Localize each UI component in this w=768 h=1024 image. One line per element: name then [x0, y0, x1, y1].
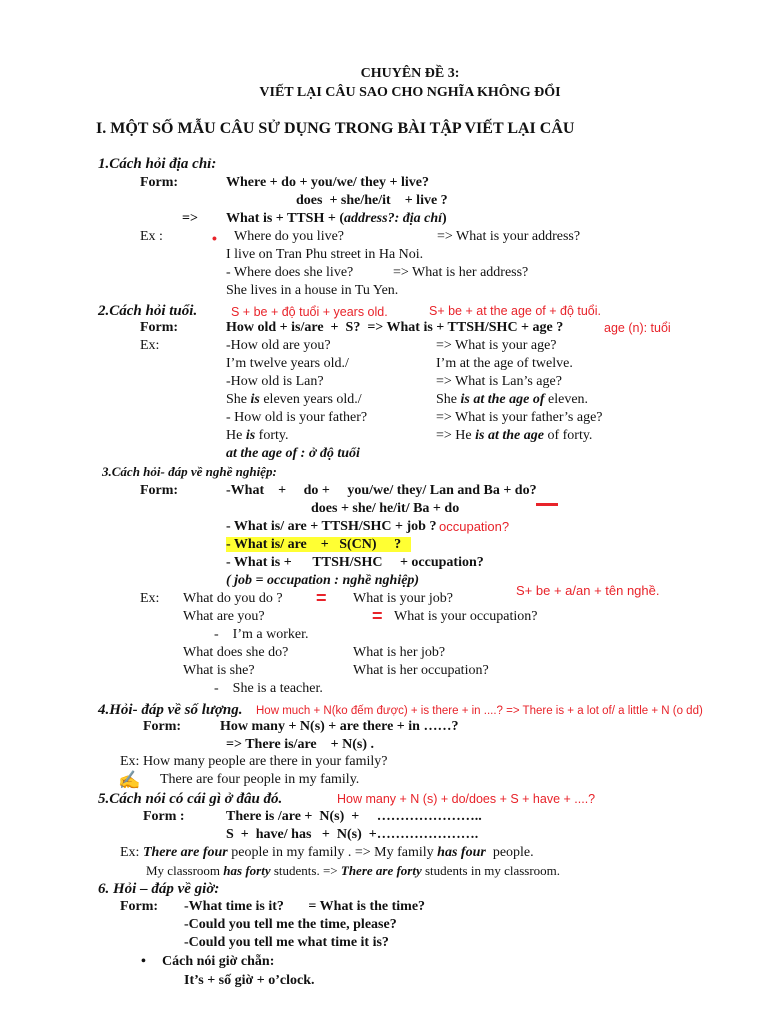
- s5-title: 5.Cách nói có cái gì ở đâu đó.: [98, 791, 283, 807]
- s2-row4-right: [436, 391, 588, 409]
- s3-f6: ( job = occupation : nghề nghiệp): [226, 573, 420, 588]
- t: She: [436, 392, 461, 407]
- t: forty.: [255, 428, 289, 443]
- s1-form-label: Form:: [140, 175, 179, 190]
- title-line-2: VIẾT LẠI CÂU SAO CHO NGHĨA KHÔNG ĐỔI: [259, 85, 561, 100]
- t: has four: [437, 845, 486, 860]
- s1-form3-a: What is + TTSH + (: [226, 211, 345, 226]
- s6-f1: -What time is it? = What is the time?: [184, 899, 426, 914]
- s4-ex2: There are four people in my family.: [160, 772, 360, 787]
- t: has forty: [223, 863, 271, 878]
- s2-row1-left: -How old are you?: [226, 338, 331, 353]
- s3-f2: does + she/ he/it/ Ba + do: [311, 501, 460, 516]
- s3-f4: [226, 536, 411, 554]
- s4-f2: => There is/are + N(s) .: [226, 737, 374, 752]
- t: She: [226, 392, 251, 407]
- t: students. =>: [270, 863, 341, 878]
- s1-ex-label: Ex :: [140, 229, 163, 244]
- s2-row1-right: => What is your age?: [436, 338, 557, 353]
- s3-ex-label: Ex:: [140, 591, 160, 606]
- t: people.: [485, 845, 534, 860]
- s1-arrow: =>: [182, 211, 198, 226]
- s1-form3: [226, 210, 447, 228]
- s3-f3: - What is/ are + TTSH/SHC + job ?: [226, 519, 437, 534]
- section-heading: I. MỘT SỐ MẪU CÂU SỬ DỤNG TRONG BÀI TẬP VIẾT LẠI CÂU: [96, 120, 575, 137]
- t: is: [245, 428, 256, 443]
- s5-form-label: Form :: [143, 809, 185, 824]
- s6-title: 6. Hỏi – đáp về giờ:: [98, 881, 220, 897]
- s1-ex3-answer: => What is her address?: [393, 265, 529, 280]
- s3-e2-right: What is your occupation?: [394, 609, 538, 624]
- s1-ex3: - Where does she live?: [226, 265, 354, 280]
- s4-note: How much + N(ko đếm được) + is there + in ....? => There is + a lot of/ a little + N (o dd): [256, 705, 703, 717]
- s3-form-label: Form:: [140, 483, 179, 498]
- s1-form3-b: address?: địa chỉ: [344, 211, 443, 226]
- t: people in my family . => My family: [227, 845, 438, 860]
- t: There are forty: [340, 863, 422, 878]
- s2-note-1: S + be + độ tuổi + years old.: [231, 305, 388, 319]
- s3-e4-right: What is her job?: [353, 645, 446, 660]
- s3-note: S+ be + a/an + tên nghề.: [516, 583, 660, 598]
- s1-ex1-answer: => What is your address?: [437, 229, 581, 244]
- s2-note-2: S+ be + at the age of + độ tuổi.: [429, 304, 602, 318]
- t: of forty.: [543, 428, 593, 443]
- t: eleven.: [544, 392, 589, 407]
- s2-row5-left: - How old is your father?: [226, 410, 368, 425]
- s6-f3: -Could you tell me what time it is?: [184, 935, 389, 950]
- s1-ex4: She lives in a house in Tu Yen.: [226, 283, 399, 298]
- s2-row3-left: -How old is Lan?: [226, 374, 324, 389]
- t: is at the age: [475, 428, 544, 443]
- s3-e3: - I’m a worker.: [214, 627, 309, 642]
- t: He: [226, 428, 246, 443]
- s3-f3-note: occupation?: [439, 519, 510, 534]
- s1-title: 1.Cách hỏi địa chỉ:: [98, 156, 217, 172]
- t: is: [250, 392, 260, 407]
- red-equals-mark: =: [316, 588, 327, 608]
- title-line-1: CHUYÊN ĐỀ 3:: [360, 66, 460, 81]
- s2-row3-right: => What is Lan’s age?: [436, 374, 562, 389]
- t: Ex:: [120, 845, 143, 860]
- s1-ex1: Where do you live?: [234, 229, 345, 244]
- s3-e5-left: What is she?: [183, 663, 255, 678]
- t: => He: [436, 428, 476, 443]
- t: There are four: [142, 845, 228, 860]
- s3-e1-right: What is your job?: [353, 591, 453, 606]
- highlighted-text: - What is/ are + S(CN) ?: [226, 537, 411, 552]
- s2-row2-left: I’m twelve years old./: [226, 356, 349, 371]
- s4-form-label: Form:: [143, 719, 182, 734]
- s3-e4-left: What does she do?: [183, 645, 289, 660]
- s1-form1: Where + do + you/we/ they + live?: [226, 175, 429, 190]
- s2-row4-left: [226, 391, 362, 409]
- red-underline: [536, 503, 558, 506]
- bullet-icon: •: [141, 954, 146, 969]
- t: My classroom: [146, 863, 224, 878]
- s2-row2-right: I’m at the age of twelve.: [436, 356, 573, 371]
- s2-row6-left: [226, 427, 288, 445]
- s2-row5-right: => What is your father’s age?: [436, 410, 603, 425]
- s3-title: 3.Cách hỏi- đáp về nghề nghiệp:: [102, 464, 277, 479]
- s3-f1: -What + do + you/we/ they/ Lan and Ba + do?: [226, 483, 537, 498]
- s6-f4: It’s + số giờ + o’clock.: [184, 973, 315, 988]
- s1-form2: does + she/he/it + live ?: [296, 193, 448, 208]
- s3-e5-right: What is her occupation?: [353, 663, 489, 678]
- s4-f1: How many + N(s) + are there + in ……?: [220, 719, 459, 734]
- s4-title: 4.Hỏi- đáp về số lượng.: [98, 702, 243, 718]
- writing-hand-icon: ✍: [118, 770, 141, 790]
- s6-f2: -Could you tell me the time, please?: [184, 917, 397, 932]
- s4-ex1: Ex: How many people are there in your family?: [120, 754, 388, 769]
- s2-definition: at the age of : ở độ tuổi: [226, 446, 360, 461]
- s2-form-label: Form:: [140, 320, 179, 335]
- s6-form-label: Form:: [120, 899, 159, 914]
- red-dot-mark: •: [212, 230, 217, 246]
- s3-f5: - What is + TTSH/SHC + occupation?: [226, 555, 484, 570]
- red-equals-mark: =: [372, 606, 383, 626]
- s2-title: 2.Cách hỏi tuổi.: [98, 303, 198, 319]
- s5-f1: There is /are + N(s) + …………………..: [226, 809, 482, 824]
- s2-row6-right: [436, 427, 592, 445]
- s5-ex1: [120, 844, 534, 862]
- t: is at the age of: [460, 392, 545, 407]
- s5-note: How many + N (s) + do/does + S + have + ....?: [337, 792, 596, 806]
- t: eleven years old./: [259, 392, 362, 407]
- s1-form3-c: ): [442, 211, 447, 226]
- s2-note-3: age (n): tuổi: [604, 321, 671, 335]
- s6-bullet: Cách nói giờ chẵn:: [162, 954, 275, 969]
- s3-e2-left: What are you?: [183, 609, 265, 624]
- s2-ex-label: Ex:: [140, 338, 160, 353]
- s3-e6: - She is a teacher.: [214, 681, 323, 696]
- s3-e1-left: What do you do ?: [183, 591, 283, 606]
- t: students in my classroom.: [421, 863, 561, 878]
- s1-ex2: I live on Tran Phu street in Ha Noi.: [226, 247, 424, 262]
- s2-form: How old + is/are + S? => What is + TTSH/SHC + age ?: [226, 320, 564, 335]
- s5-ex2: [146, 862, 560, 880]
- s5-f2: S + have/ has + N(s) +………………….: [226, 827, 479, 842]
